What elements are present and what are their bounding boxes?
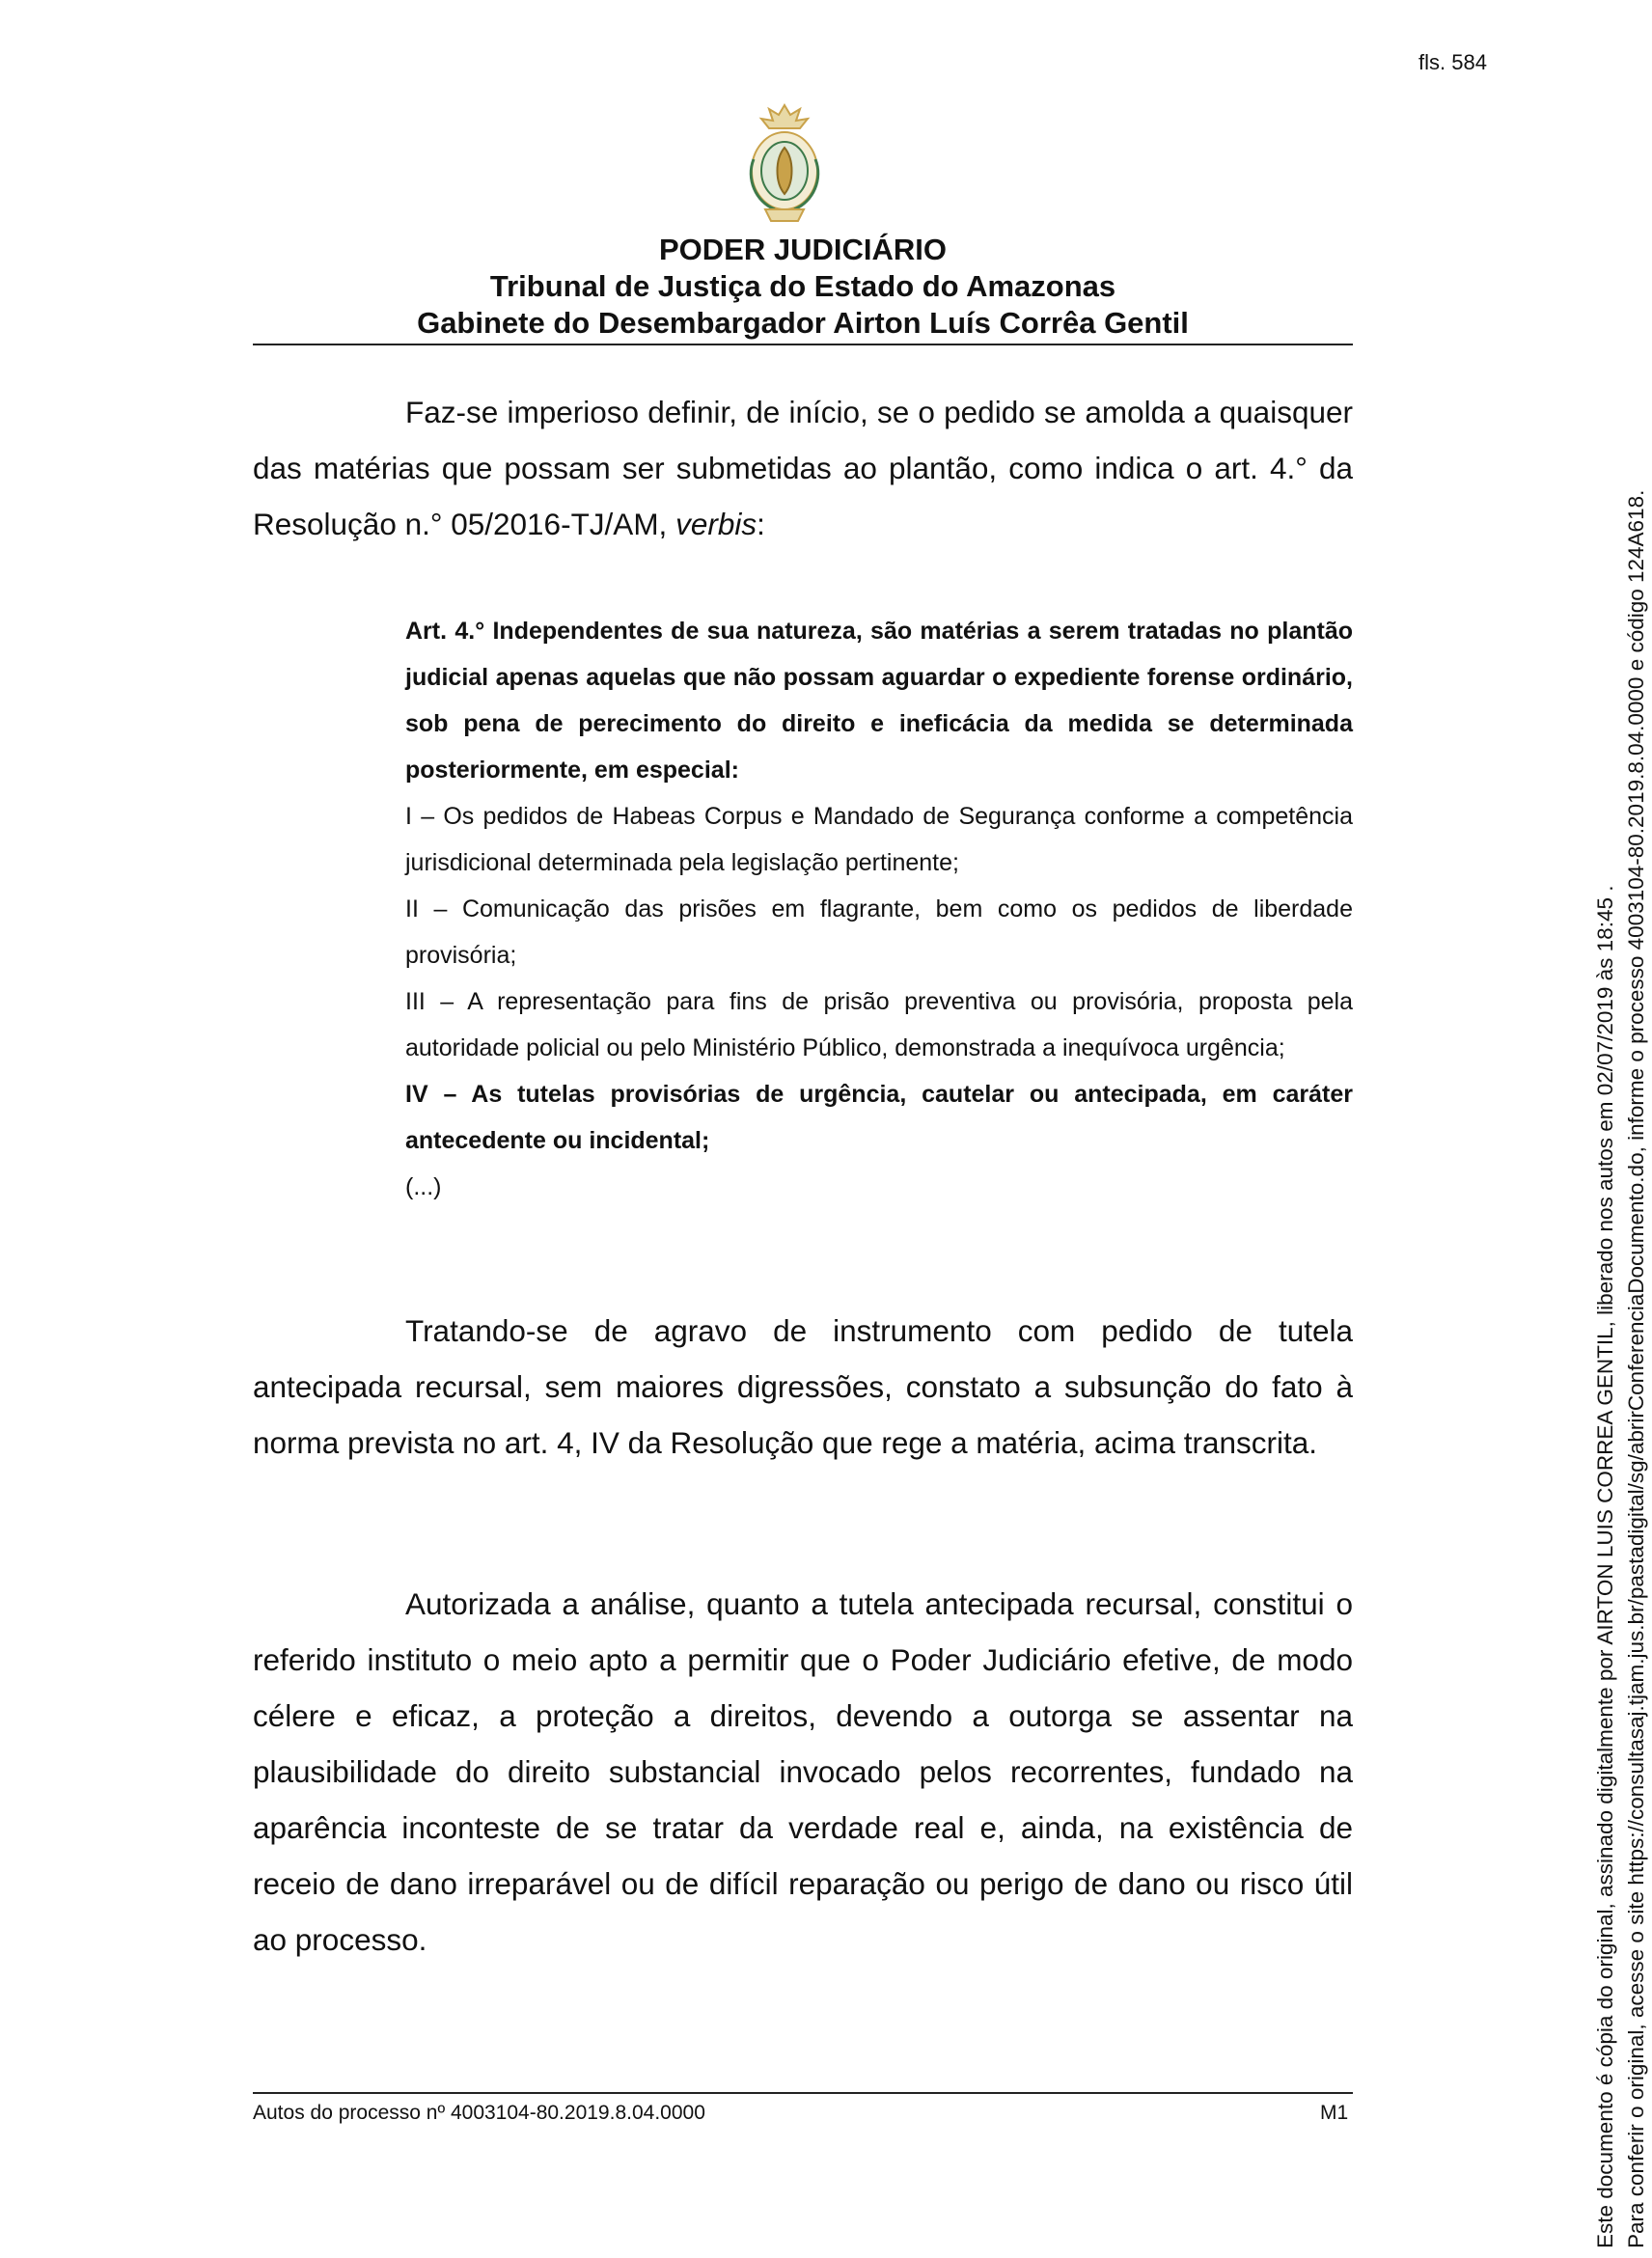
header-line-2: Tribunal de Justiça do Estado do Amazonas (489, 269, 1116, 303)
paragraph-1 (253, 384, 1353, 552)
page-number: fls. 584 (1418, 50, 1487, 74)
footer-divider (253, 2092, 1353, 2094)
paragraph-3-text: Autorizada a análise, quanto a tutela antecipada recursal, constitui o referido instituto o meio apto a permitir que o Poder Judiciário efetive, de modo célere e eficaz, a proteção a direitos, devendo a outorga se assentar na plausibilidade do direito substancial invocado pelos recorrentes, fundado na aparência inconteste de se tratar da verdade real e, ainda, na existência de receio de dano irreparável ou de difícil reparação ou perigo de dano ou risco útil ao processo. (253, 1586, 1353, 1957)
side-stamp-line-2: Para conferir o original, acesse o site https://consultasaj.tjam.jus.br/pastadigital/sg/abrirConferenciaDocumento.do, informe o processo 4003104-80.2019.8.04.0000 e código 124A618. (1624, 489, 1648, 2248)
document-header (253, 232, 1353, 342)
footer-code: M1 (1320, 2102, 1349, 2124)
quote-item-4: IV – As tutelas provisórias de urgência, cautelar ou antecipada, em caráter antecedente ou incidental; (405, 1081, 1353, 1154)
quote-item-2: II – Comunicação das prisões em flagrante, bem como os pedidos de liberdade provisória; (405, 895, 1353, 969)
header-divider (253, 344, 1353, 345)
quote-article: Art. 4.° Independentes de sua natureza, são matérias a serem tratadas no plantão judicial apenas aquelas que não possam aguardar o expediente forense ordinário, sob pena de perecimento do direito e ineficácia da medida se determinada posteriormente, em especial: (405, 618, 1353, 784)
header-line-1: PODER JUDICIÁRIO (659, 233, 947, 266)
quote-item-1: I – Os pedidos de Habeas Corpus e Mandado de Segurança conforme a competência jurisdicional determinada pela legislação pertinente; (405, 803, 1353, 876)
paragraph-3 (253, 1576, 1353, 1968)
paragraph-1-emphasis: verbis (675, 507, 757, 541)
coat-of-arms-icon (736, 101, 833, 227)
paragraph-1-colon: : (757, 507, 765, 541)
legal-quote (405, 608, 1353, 1210)
header-line-3: Gabinete do Desembargador Airton Luís Corrêa Gentil (417, 306, 1189, 340)
quote-ellipsis: (...) (405, 1173, 442, 1200)
side-authentication-stamp (1590, 490, 1652, 2248)
quote-item-3: III – A representação para fins de prisão preventiva ou provisória, proposta pela autoridade policial ou pelo Ministério Público, demonstrada a inequívoca urgência; (405, 988, 1353, 1061)
footer-case-number: Autos do processo nº 4003104-80.2019.8.04.0000 (253, 2102, 705, 2124)
paragraph-2-text: Tratando-se de agravo de instrumento com pedido de tutela antecipada recursal, sem maiores digressões, constato a subsunção do fato à norma prevista no art. 4, IV da Resolução que rege a matéria, acima transcrita. (253, 1313, 1353, 1460)
side-stamp-line-1: Este documento é cópia do original, assinado digitalmente por AIRTON LUIS CORREA GENTIL, liberado nos autos em 02/07/2019 às 18:45 . (1593, 885, 1617, 2248)
paragraph-1-text: Faz-se imperioso definir, de início, se o pedido se amolda a quaisquer das matérias que possam ser submetidas ao plantão, como indica o art. 4.° da Resolução n.° 05/2016-TJ/AM, (253, 395, 1353, 541)
paragraph-2 (253, 1303, 1353, 1471)
